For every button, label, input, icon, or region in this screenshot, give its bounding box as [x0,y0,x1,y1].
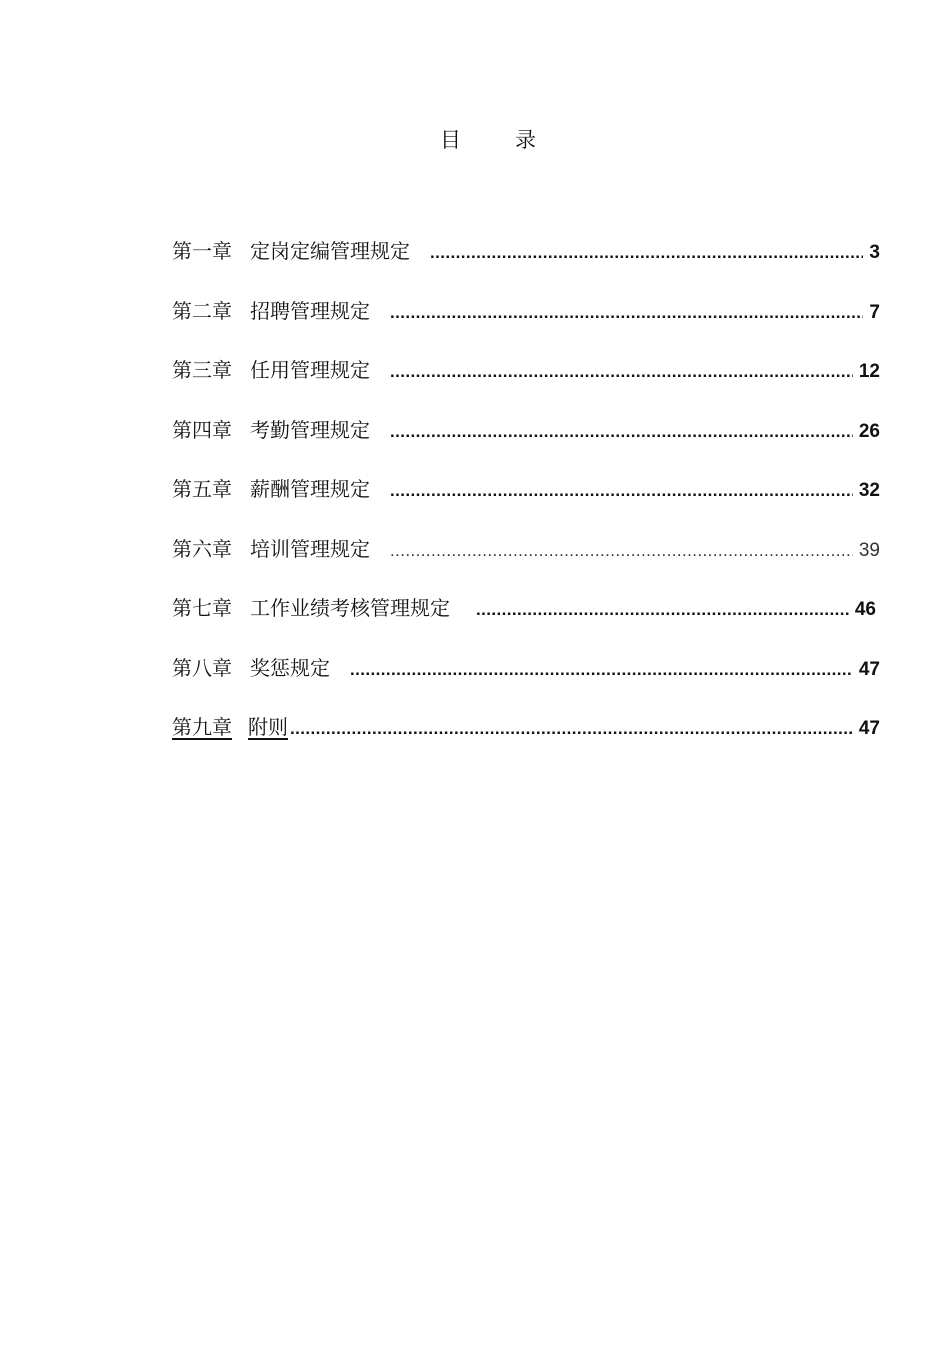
toc-chapter-name: 定岗定编管理规定 [250,239,410,263]
toc-entry-chapter-7[interactable] [172,593,880,653]
toc-title-left: 目 [440,128,461,152]
toc-page-number: 26 [858,420,880,442]
toc-entry-chapter-9[interactable] [172,712,880,772]
toc-page-number: 7 [869,301,880,323]
toc-dot-leader [390,298,863,328]
toc-dot-leader [390,476,853,506]
toc-chapter-name: 任用管理规定 [250,358,370,382]
toc-chapter-number: 第一章 [172,239,232,263]
toc-chapter-number: 第三章 [172,358,232,382]
toc-dot-leader [476,595,849,625]
toc-entry-chapter-8[interactable] [172,653,880,713]
toc-page-number: 12 [858,361,880,382]
toc-chapter-name: 培训管理规定 [250,536,370,561]
toc-chapter-name: 附则 [248,715,288,739]
toc-dot-leader [350,655,853,685]
toc-chapter-number: 第二章 [172,298,232,323]
toc-title [0,124,950,154]
toc-chapter-name: 招聘管理规定 [250,298,370,323]
toc-list [172,236,880,772]
toc-entry-chapter-6[interactable] [172,534,880,594]
toc-chapter-number: 第八章 [172,655,232,680]
toc-dot-leader [390,536,853,566]
toc-chapter-number: 第四章 [172,417,232,442]
toc-page-number: 46 [854,599,876,620]
toc-chapter-name: 薪酬管理规定 [250,477,370,501]
toc-chapter-number: 第七章 [172,596,232,620]
toc-dot-leader [390,417,853,447]
toc-page-number: 39 [858,539,880,561]
toc-chapter-name: 工作业绩考核管理规定 [250,596,450,620]
toc-page-number: 47 [858,658,880,680]
toc-chapter-name: 考勤管理规定 [250,417,370,442]
toc-entry-chapter-4[interactable] [172,415,880,475]
toc-chapter-number: 第五章 [172,477,232,501]
toc-entry-chapter-2[interactable] [172,296,880,356]
toc-entry-chapter-3[interactable] [172,355,880,415]
toc-chapter-number: 第九章 [172,715,232,739]
toc-page-number: 3 [869,242,880,263]
toc-dot-leader [430,238,863,268]
toc-chapter-number: 第六章 [172,536,232,561]
toc-page-number: 47 [858,718,880,739]
toc-entry-chapter-1[interactable] [172,236,880,296]
toc-dot-leader [290,714,853,744]
toc-title-right: 录 [515,128,536,152]
toc-dot-leader [390,357,853,387]
toc-page-number: 32 [858,480,880,501]
toc-entry-chapter-5[interactable] [172,474,880,534]
toc-chapter-name: 奖惩规定 [250,655,330,680]
